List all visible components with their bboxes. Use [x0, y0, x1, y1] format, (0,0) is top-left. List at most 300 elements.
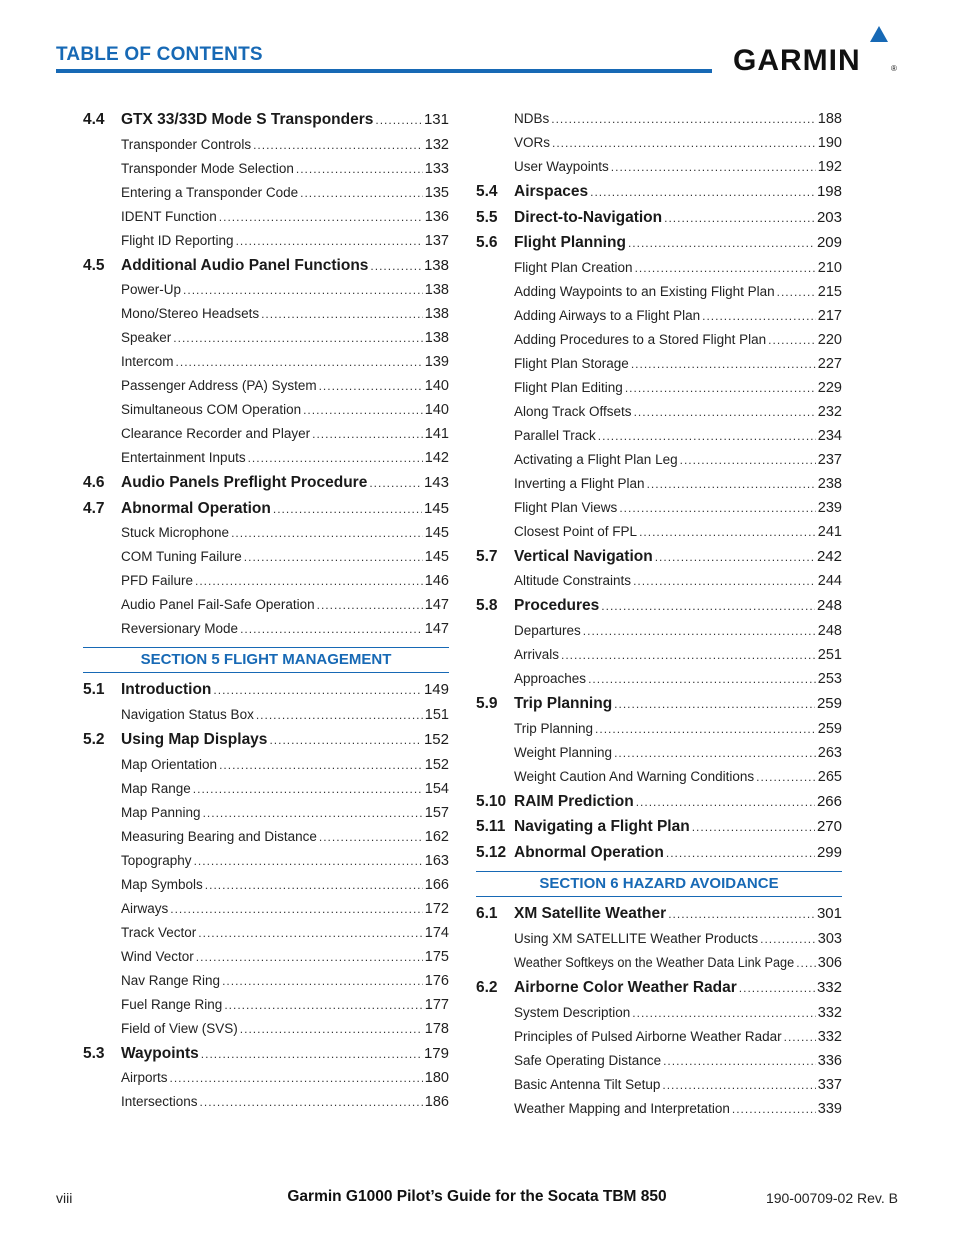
garmin-logo-text: GARMIN [733, 44, 861, 77]
toc-entry-page: 248 [817, 622, 842, 639]
toc-entry-page: 147 [424, 597, 449, 614]
dot-leader [248, 446, 423, 470]
toc-subsection-entry[interactable] [83, 398, 449, 422]
toc-section-entry[interactable] [476, 789, 842, 815]
toc-subsection-entry[interactable] [83, 229, 449, 253]
toc-subsection-entry[interactable] [476, 280, 842, 304]
toc-entry-page: 253 [817, 670, 842, 687]
toc-subsection-entry[interactable] [476, 328, 842, 352]
dot-leader [784, 1025, 816, 1049]
toc-entry-label: Introduction [121, 681, 212, 699]
toc-entry-number: 4.4 [83, 111, 105, 128]
toc-subsection-entry[interactable] [476, 741, 842, 765]
dot-leader [662, 1073, 815, 1097]
toc-entry-label: Adding Procedures to a Stored Flight Plan [514, 331, 767, 347]
toc-subsection-entry[interactable] [476, 619, 842, 643]
toc-entry-label: Approaches [514, 670, 587, 686]
toc-entry-label: NDBs [514, 111, 550, 126]
dot-leader [598, 424, 816, 448]
toc-entry-label: Flight Plan Creation [514, 259, 633, 275]
toc-subsection-entry[interactable] [83, 801, 449, 825]
toc-entry-label: COM Tuning Failure [121, 549, 242, 565]
toc-entry-page: 332 [816, 978, 842, 996]
toc-entry-page: 238 [817, 475, 842, 492]
toc-subsection-entry[interactable] [476, 155, 842, 179]
dot-leader [200, 1090, 423, 1114]
toc-section-entry[interactable] [476, 975, 842, 1001]
toc-subsection-entry[interactable] [83, 205, 449, 229]
toc-entry-page: 266 [816, 792, 842, 810]
toc-entry-label: Measuring Bearing and Distance [121, 828, 317, 844]
toc-entry-label: Weather Mapping and Interpretation [514, 1100, 730, 1116]
toc-entry-label: Airways [121, 900, 169, 916]
toc-entry-label: Map Symbols [121, 876, 203, 892]
toc-subsection-entry[interactable] [83, 446, 449, 470]
header-rule [56, 69, 712, 73]
toc-entry-number: 6.1 [476, 905, 498, 923]
toc-entry-label: Departures [514, 622, 581, 638]
dot-leader [222, 969, 423, 993]
toc-subsection-entry[interactable] [476, 107, 842, 131]
dot-leader [231, 521, 423, 545]
toc-entry-page: 162 [424, 828, 449, 845]
toc-subsection-entry[interactable] [83, 849, 449, 873]
toc-entry-label: XM Satellite Weather [514, 905, 667, 923]
toc-entry-label: Airborne Color Weather Radar [514, 978, 737, 996]
dot-leader [768, 328, 816, 352]
dot-leader [777, 280, 816, 304]
toc-entry-page: 135 [424, 184, 449, 201]
dot-leader [702, 304, 816, 328]
toc-entry-label: Intersections [121, 1094, 198, 1110]
toc-subsection-entry[interactable] [476, 1001, 842, 1025]
toc-subsection-entry[interactable] [476, 667, 842, 691]
dot-leader [692, 815, 815, 840]
dot-leader [213, 678, 422, 703]
toc-subsection-entry[interactable] [83, 1090, 449, 1114]
dot-leader [236, 229, 423, 253]
dot-leader [170, 897, 423, 921]
toc-subsection-entry[interactable] [83, 1066, 449, 1090]
dot-leader [300, 181, 423, 205]
dot-leader [633, 569, 816, 593]
toc-entry-label: Intercom [121, 354, 174, 370]
dot-leader [205, 873, 423, 897]
toc-subsection-entry[interactable] [83, 350, 449, 374]
toc-entry-label: User Waypoints [514, 159, 609, 174]
toc-subsection-entry[interactable] [476, 765, 842, 789]
toc-entry-page: 177 [424, 996, 449, 1013]
dot-leader [203, 801, 423, 825]
toc-subsection-entry[interactable] [83, 777, 449, 801]
garmin-triangle-icon [870, 26, 888, 42]
dot-leader [195, 569, 423, 593]
dot-leader [760, 927, 816, 951]
toc-entry-label: Direct-to-Navigation [514, 208, 663, 226]
toc-entry-page: 154 [424, 780, 449, 797]
toc-right-column [476, 107, 842, 1121]
toc-entry-page: 188 [817, 111, 842, 127]
dot-leader [601, 594, 815, 619]
toc-entry-page: 198 [816, 183, 842, 200]
garmin-logo [733, 22, 899, 78]
toc-entry-label: Entertainment Inputs [121, 450, 246, 466]
toc-entry-page: 176 [424, 972, 449, 989]
dot-leader [224, 993, 422, 1017]
dot-leader [312, 422, 423, 446]
toc-entry-page: 157 [424, 804, 449, 821]
toc-entry-number: 5.3 [83, 1044, 105, 1062]
toc-subsection-entry[interactable] [83, 897, 449, 921]
toc-entry-label: Audio Panel Fail-Safe Operation [121, 597, 315, 613]
toc-entry-label: Arrivals [514, 646, 560, 662]
toc-entry-label: Basic Antenna Tilt Setup [514, 1076, 661, 1092]
toc-subsection-entry[interactable] [476, 569, 842, 593]
toc-subsection-entry[interactable] [476, 643, 842, 667]
toc-entry-number: 6.2 [476, 978, 498, 996]
toc-subsection-entry[interactable] [83, 157, 449, 181]
dot-leader [631, 352, 816, 376]
toc-entry-label: Closest Point of FPL [514, 523, 638, 539]
toc-entry-page: 132 [424, 136, 449, 153]
toc-entry-label: Clearance Recorder and Player [121, 426, 311, 442]
toc-entry-label: Flight Plan Editing [514, 379, 623, 395]
toc-entry-label: Map Orientation [121, 756, 218, 772]
toc-entry-page: 137 [424, 232, 449, 249]
toc-entry-label: Weight Caution And Warning Conditions [514, 768, 755, 784]
toc-section-entry[interactable] [83, 727, 449, 753]
dot-leader [614, 741, 816, 765]
toc-entry-label: Map Panning [121, 804, 201, 820]
toc-entry-page: 203 [816, 208, 842, 226]
toc-entry-label: Stuck Microphone [121, 525, 230, 541]
toc-entry-number: 5.8 [476, 597, 498, 615]
toc-entry-number: 5.5 [476, 208, 498, 226]
toc-entry-label: Weather Softkeys on the Weather Data Link Page [514, 954, 795, 970]
toc-entry-label: Power-Up [121, 282, 182, 298]
toc-entry-page: 138 [423, 256, 449, 274]
toc-entry-label: Altitude Constraints [514, 573, 632, 589]
toc-entry-label: Adding Airways to a Flight Plan [514, 307, 701, 323]
toc-entry-page: 133 [424, 160, 449, 177]
toc-entry-page: 178 [424, 1020, 449, 1037]
toc-subsection-entry[interactable] [83, 593, 449, 617]
toc-entry-page: 270 [816, 818, 842, 836]
toc-subsection-entry[interactable] [83, 753, 449, 777]
toc-subsection-entry[interactable] [83, 969, 449, 993]
registered-mark: ® [891, 64, 897, 73]
toc-entry-page: 145 [424, 525, 449, 542]
toc-entry-label: Abnormal Operation [121, 499, 271, 517]
toc-entry-number: 5.7 [476, 547, 498, 565]
toc-entry-number: 5.11 [476, 818, 506, 836]
toc-entry-label: VORs [514, 135, 551, 150]
toc-subsection-entry[interactable] [83, 521, 449, 545]
toc-section-entry[interactable] [476, 840, 842, 866]
toc-entry-page: 141 [424, 426, 449, 443]
toc-subsection-entry[interactable] [83, 921, 449, 945]
toc-entry-label: PFD Failure [121, 573, 194, 589]
toc-entry-page: 209 [816, 234, 842, 252]
toc-subsection-entry[interactable] [476, 520, 842, 544]
dot-leader [732, 1097, 816, 1121]
toc-subsection-entry[interactable] [476, 304, 842, 328]
toc-entry-label: IDENT Function [121, 208, 217, 224]
toc-entry-page: 239 [817, 499, 842, 516]
dot-leader [664, 206, 815, 231]
toc-subsection-entry[interactable] [83, 422, 449, 446]
toc-subsection-entry[interactable] [476, 1073, 842, 1097]
toc-entry-page: 145 [423, 499, 449, 517]
toc-section-entry[interactable] [476, 230, 842, 256]
toc-entry-label: Adding Waypoints to an Existing Flight Plan [514, 283, 775, 299]
toc-entry-page: 299 [816, 843, 842, 861]
toc-entry-label: Flight Plan Views [514, 499, 618, 515]
dot-leader [296, 157, 423, 181]
toc-entry-page: 332 [817, 1004, 842, 1021]
toc-entry-page: 151 [424, 706, 449, 723]
toc-entry-page: 136 [424, 208, 449, 225]
toc-entry-page: 152 [424, 756, 449, 773]
toc-subsection-entry[interactable] [83, 1017, 449, 1041]
toc-entry-label: Parallel Track [514, 427, 596, 443]
dot-leader [595, 717, 816, 741]
dot-leader [303, 398, 423, 422]
dot-leader [319, 825, 423, 849]
toc-entry-page: 303 [817, 930, 842, 947]
toc-entry-page: 237 [817, 451, 842, 468]
toc-section-entry[interactable] [476, 691, 842, 717]
dot-leader [173, 326, 423, 350]
dot-leader [196, 945, 423, 969]
dot-leader [611, 155, 816, 179]
toc-entry-label: Inverting a Flight Plan [514, 475, 645, 491]
toc-entry-page: 227 [817, 355, 842, 372]
dot-leader [588, 667, 816, 691]
toc-entry-number: 4.5 [83, 256, 105, 274]
toc-entry-label: Navigation Status Box [121, 706, 254, 722]
dot-leader [261, 302, 423, 326]
toc-subsection-entry[interactable] [83, 181, 449, 205]
toc-entry-page: 190 [817, 135, 842, 151]
dot-leader [193, 777, 423, 801]
toc-subsection-entry[interactable] [476, 496, 842, 520]
toc-entry-label: Field of View (SVS) [121, 1020, 238, 1036]
dot-leader [639, 520, 816, 544]
toc-entry-label: GTX 33/33D Mode S Transponders [121, 111, 374, 128]
toc-entry-label: Simultaneous COM Operation [121, 402, 302, 418]
toc-subsection-entry[interactable] [476, 352, 842, 376]
dot-leader [198, 921, 423, 945]
toc-entry-label: Additional Audio Panel Functions [121, 256, 369, 274]
toc-subsection-entry[interactable] [83, 825, 449, 849]
page-title: TABLE OF CONTENTS [56, 44, 263, 65]
toc-entry-page: 147 [424, 621, 449, 638]
toc-entry-label: Nav Range Ring [121, 972, 221, 988]
toc-entry-label: Wind Vector [121, 948, 194, 964]
toc-entry-page: 306 [817, 954, 842, 971]
dot-leader [319, 374, 423, 398]
toc-entry-page: 131 [423, 111, 449, 128]
toc-entry-page: 145 [424, 549, 449, 566]
toc-subsection-entry[interactable] [83, 545, 449, 569]
toc-subsection-entry[interactable] [83, 569, 449, 593]
toc-section-entry[interactable] [476, 814, 842, 840]
toc-entry-page: 301 [816, 905, 842, 923]
toc-entry-label: Airports [121, 1070, 168, 1086]
toc-subsection-entry[interactable] [476, 376, 842, 400]
toc-entry-page: 192 [817, 159, 842, 175]
toc-subsection-entry[interactable] [83, 703, 449, 727]
toc-subsection-entry[interactable] [83, 873, 449, 897]
toc-subsection-entry[interactable] [476, 131, 842, 155]
dot-leader [219, 753, 423, 777]
toc-entry-number: 5.1 [83, 681, 105, 699]
toc-entry-page: 175 [424, 948, 449, 965]
section-header: SECTION 5 FLIGHT MANAGEMENT [83, 647, 449, 673]
toc-entry-page: 210 [817, 259, 842, 276]
dot-leader [655, 545, 815, 570]
toc-entry-number: 5.12 [476, 843, 507, 861]
toc-subsection-entry[interactable] [476, 256, 842, 280]
toc-entry-label: System Description [514, 1004, 631, 1020]
dot-leader [183, 278, 423, 302]
dot-leader [369, 471, 422, 496]
toc-subsection-entry[interactable] [83, 302, 449, 326]
toc-entry-page: 138 [424, 282, 449, 299]
toc-left-column [83, 107, 449, 1114]
toc-section-entry[interactable] [476, 593, 842, 619]
toc-subsection-entry[interactable] [476, 1049, 842, 1073]
dot-leader [370, 254, 422, 279]
toc-subsection-entry[interactable] [476, 424, 842, 448]
toc-entry-label: Principles of Pulsed Airborne Weather Radar [514, 1028, 782, 1044]
toc-entry-label: Activating a Flight Plan Leg [514, 451, 678, 467]
toc-section-entry[interactable] [83, 1041, 449, 1067]
toc-entry-page: 140 [424, 378, 449, 395]
toc-section-entry[interactable] [83, 470, 449, 496]
toc-entry-page: 138 [424, 306, 449, 323]
toc-section-entry[interactable] [83, 107, 449, 133]
toc-entry-label: Flight Planning [514, 234, 626, 252]
toc-entry-page: 217 [817, 307, 842, 324]
toc-subsection-entry[interactable] [83, 993, 449, 1017]
toc-entry-label: Entering a Transponder Code [121, 184, 299, 200]
toc-entry-number: 4.7 [83, 499, 105, 517]
dot-leader [194, 849, 423, 873]
toc-entry-label: Transponder Controls [121, 136, 252, 152]
toc-entry-label: Audio Panels Preflight Procedure [121, 474, 368, 492]
toc-entry-number: 5.6 [476, 234, 498, 252]
dot-leader [170, 1066, 423, 1090]
toc-entry-label: Fuel Range Ring [121, 996, 223, 1012]
dot-leader [625, 376, 816, 400]
toc-entry-number: 5.10 [476, 792, 507, 810]
toc-section-entry[interactable] [83, 677, 449, 703]
toc-entry-label: Safe Operating Distance [514, 1052, 662, 1068]
toc-entry-label: Mono/Stereo Headsets [121, 306, 260, 322]
toc-section-entry[interactable] [83, 496, 449, 522]
toc-subsection-entry[interactable] [83, 945, 449, 969]
toc-subsection-entry[interactable] [476, 927, 842, 951]
toc-subsection-entry[interactable] [476, 400, 842, 424]
dot-leader [551, 107, 816, 131]
toc-section-entry[interactable] [83, 253, 449, 279]
dot-leader [636, 790, 815, 815]
toc-entry-label: Transponder Mode Selection [121, 160, 294, 176]
dot-leader [614, 692, 815, 717]
toc-section-entry[interactable] [476, 205, 842, 231]
toc-entry-page: 152 [423, 730, 449, 748]
toc-subsection-entry[interactable] [83, 326, 449, 350]
toc-entry-page: 337 [817, 1076, 842, 1093]
toc-entry-label: Procedures [514, 597, 600, 615]
toc-entry-label: RAIM Prediction [514, 792, 634, 810]
toc-subsection-entry[interactable] [83, 374, 449, 398]
toc-entry-page: 140 [424, 402, 449, 419]
toc-entry-page: 215 [817, 283, 842, 300]
toc-subsection-entry[interactable] [476, 1025, 842, 1049]
toc-entry-number: 5.2 [83, 730, 105, 748]
dot-leader [244, 545, 423, 569]
dot-leader [583, 619, 816, 643]
toc-section-entry[interactable] [476, 179, 842, 205]
dot-leader [663, 1049, 816, 1073]
toc-subsection-entry[interactable] [476, 1097, 842, 1121]
toc-entry-label: Topography [121, 852, 192, 868]
toc-entry-page: 259 [816, 694, 842, 712]
toc-entry-page: 229 [817, 379, 842, 396]
toc-subsection-entry[interactable] [83, 617, 449, 641]
toc-entry-label: Passenger Address (PA) System [121, 378, 317, 394]
toc-entry-page: 339 [817, 1100, 842, 1117]
toc-entry-label: Map Range [121, 780, 191, 796]
dot-leader [269, 728, 422, 753]
section-header: SECTION 6 HAZARD AVOIDANCE [476, 871, 842, 897]
toc-entry-page: 166 [424, 876, 449, 893]
toc-entry-page: 234 [817, 427, 842, 444]
toc-entry-label: Track Vector [121, 924, 197, 940]
toc-entry-page: 248 [816, 597, 842, 615]
dot-leader [201, 1042, 422, 1067]
toc-entry-page: 244 [817, 573, 842, 590]
toc-entry-number: 5.4 [476, 183, 498, 200]
toc-subsection-entry[interactable] [476, 951, 842, 975]
toc-subsection-entry[interactable] [83, 133, 449, 157]
toc-entry-page: 172 [424, 900, 449, 917]
toc-entry-page: 142 [424, 450, 449, 467]
toc-subsection-entry[interactable] [476, 448, 842, 472]
dot-leader [634, 400, 816, 424]
dot-leader [666, 841, 815, 866]
toc-entry-label: Waypoints [121, 1044, 199, 1062]
toc-subsection-entry[interactable] [83, 278, 449, 302]
toc-section-entry[interactable] [476, 901, 842, 927]
dot-leader [273, 497, 422, 522]
toc-subsection-entry[interactable] [476, 717, 842, 741]
toc-section-entry[interactable] [476, 544, 842, 570]
toc-entry-page: 163 [424, 852, 449, 869]
dot-leader [796, 951, 816, 975]
toc-entry-page: 259 [817, 720, 842, 737]
toc-entry-page: 242 [816, 547, 842, 565]
toc-entry-label: Reversionary Mode [121, 621, 239, 637]
toc-entry-label: Flight ID Reporting [121, 232, 234, 248]
footer-title: Garmin G1000 Pilot’s Guide for the Socata TBM 850 [287, 1188, 667, 1205]
toc-subsection-entry[interactable] [476, 472, 842, 496]
dot-leader [680, 448, 816, 472]
dot-leader [317, 593, 423, 617]
